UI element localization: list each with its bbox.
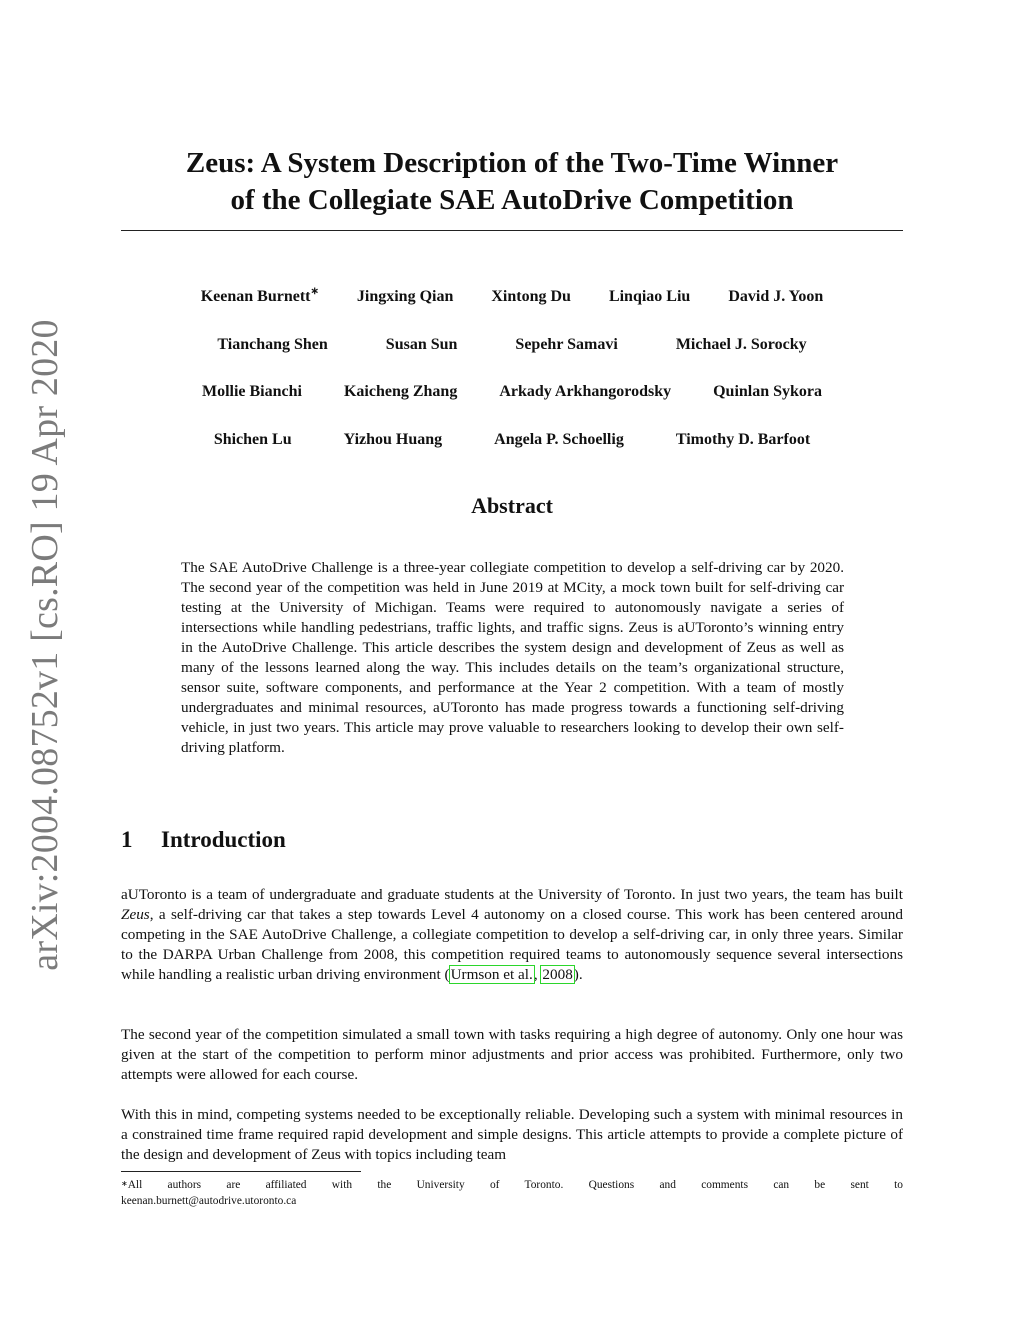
footnote-line-1: All authors are affiliated with the University of Toronto. Questions and comments can be sent to [127,1179,903,1191]
author: Keenan Burnett∗ [200,286,319,305]
title-line-1: Zeus: A System Description of the Two-Time Winner [185,147,839,179]
author: Arkady Arkhangorodsky [499,383,672,400]
intro-paragraph-2: The second year of the competition simulated a small town with tasks requiring a high degree of autonomy. Only one hour was given at the start of the competition to perform minor adjustments and prior access was prohibited. Furthermore, only two attempts were allowed for each course. [121,1026,903,1084]
author: Angela P. Schoellig [494,431,624,448]
paper-title [121,145,903,219]
author: Linqiao Liu [608,288,691,305]
author: David J. Yoon [728,288,824,305]
author: Sepehr Samavi [515,336,618,353]
abstract-text: The SAE AutoDrive Challenge is a three-year collegiate competition to develop a self-driving car by 2020. The second year of the competition was held in June 2019 at MCity, a mock town built for self-driving car testing at the University of Michigan. Teams were required to autonomously navigate a series of intersections while handling pedestrians, traffic lights, and traffic signs. Zeus is aUToronto’s winning entry in the AutoDrive Challenge. This article describes the system design and development of Zeus as well as many of the lessons learned along the way. This includes details on the team’s organizational structure, sensor suite, software components, and performance at the Year 2 competition. With a team of mostly undergraduates and minimal resources, aUToronto has made progress towards a functioning self-driving vehicle, in just two years. This article may prove valuable to researchers looking to develop their own self-driving platform. [181,559,844,757]
arxiv-id: arXiv:2004.08752v1 [cs.RO] 19 Apr 2020 [24,319,66,971]
footnote [121,1177,903,1209]
title-rule [121,230,903,231]
citation-link-year[interactable]: 2008 [542,966,573,984]
author: Kaicheng Zhang [343,383,458,400]
author: Jingxing Qian [356,288,454,305]
section-heading [121,827,286,853]
footnote-mark: ∗ [121,1179,128,1188]
author: Timothy D. Barfoot [675,431,811,448]
footnote-rule [121,1171,361,1172]
citation-link-author[interactable]: Urmson et al. [450,966,533,984]
author: Mollie Bianchi [201,383,302,400]
section-title: Introduction [161,827,286,852]
author: Susan Sun [385,336,458,353]
author: Yizhou Huang [343,431,443,448]
author-row-2 [121,336,903,354]
footnote-email: keenan.burnett@autodrive.utoronto.ca [121,1195,297,1207]
abstract-heading: Abstract [471,493,553,518]
author-row-4 [121,431,903,449]
intro-paragraph-3: With this in mind, competing systems needed to be exceptionally reliable. Developing such a system with minimal resources in a constrained time frame required rapid development and simple designs. This article attempts to provide a complete picture of the design and development of Zeus with topics including team [121,1106,903,1164]
author: Xintong Du [491,288,571,305]
section-number: 1 [121,827,133,852]
author: Michael J. Sorocky [675,336,807,353]
author: Quinlan Sykora [713,383,823,400]
author-row-3 [121,383,903,401]
author: Shichen Lu [213,431,292,448]
arxiv-stamp [20,319,70,971]
intro-paragraph-1: aUToronto is a team of undergraduate and graduate students at the University of Toronto. In just two years, the team has built Zeus, a self-driving car that takes a step towards Level 4 autonomy on a closed course. This work has been centered around competing in the SAE AutoDrive Challenge, a collegiate competition to develop a self-driving car, in only three years. Similar to the DARPA Urban Challenge from 2008, this competition required teams to autonomously sequence several intersections while handling a realistic urban driving environment (Urmson et al., 2008). [121,886,903,984]
author: Tianchang Shen [217,336,328,353]
footnote-marker: ∗ [310,286,319,297]
emphasis-zeus: Zeus [121,906,150,924]
author-row-1 [121,288,903,306]
title-line-2: of the Collegiate SAE AutoDrive Competition [230,184,794,216]
